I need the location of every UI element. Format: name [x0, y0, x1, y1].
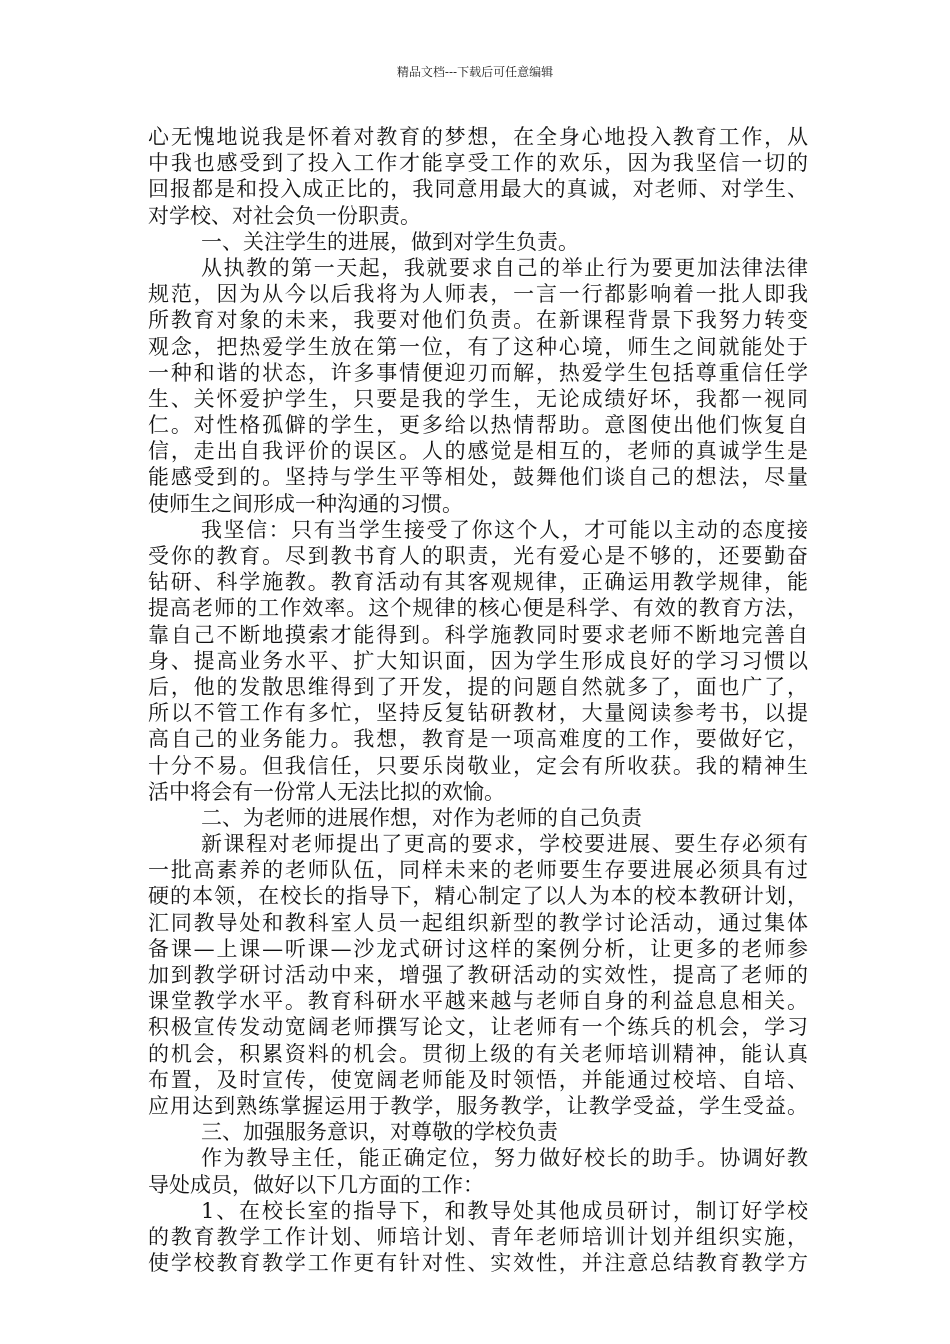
body-line: 一批高素养的老师队伍，同样未来的老师要生存要进展必须具有过	[148, 858, 808, 883]
body-line: 导处成员，做好以下几方面的工作：	[148, 1172, 484, 1197]
body-line: 仁。对性格孤僻的学生，更多给以热情帮助。意图使出他们恢复自	[148, 413, 808, 438]
body-line: 信，走出自我评价的误区。人的感觉是相互的，老师的真诚学生是	[148, 439, 808, 464]
body-line: 课堂教学水平。教育科研水平越来越与老师自身的利益息息相关。	[148, 989, 808, 1014]
body-line: 布置，及时宣传，使宽阔老师能及时领悟，并能通过校培、自培、	[148, 1067, 808, 1092]
body-line: 硬的本领，在校长的指导下，精心制定了以人为本的校本教研计划，	[148, 884, 808, 909]
body-line: 我坚信：只有当学生接受了你这个人，才可能以主动的态度接	[201, 517, 808, 542]
section-heading-1: 一、关注学生的进展，做到对学生负责。	[201, 229, 579, 254]
page-header: 精品文档---下载后可任意编辑	[396, 65, 554, 79]
body-line: 受你的教育。尽到教书育人的职责，光有爱心是不够的，还要勤奋	[148, 544, 808, 568]
body-line: 积极宣传发动宽阔老师撰写论文，让老师有一个练兵的机会，学习	[148, 1015, 808, 1040]
body-line: 钻研、科学施教。教育活动有其客观规律，正确运用教学规律，能	[148, 570, 808, 595]
body-line: 对学校、对社会负一份职责。	[148, 203, 421, 228]
body-line: 高自己的业务能力。我想，教育是一项高难度的工作，要做好它，	[148, 727, 808, 752]
body-line: 活中将会有一份常人无法比拟的欢愉。	[148, 779, 505, 804]
body-line: 身、提高业务水平、扩大知识面，因为学生形成良好的学习习惯以	[148, 648, 808, 673]
body-line: 的机会，积累资料的机会。贯彻上级的有关老师培训精神，能认真	[148, 1041, 808, 1066]
body-line: 备课—上课—听课—沙龙式研讨这样的案例分析，让更多的老师参	[148, 936, 808, 961]
body-line: 生、关怀爱护学生，只要是我的学生，无论成绩好坏，我都一视同	[148, 386, 808, 411]
body-line: 中我也感受到了投入工作才能享受工作的欢乐，因为我坚信一切的	[148, 151, 808, 176]
body-line: 作为教导主任，能正确定位，努力做好校长的助手。协调好教	[201, 1146, 808, 1171]
body-line: 提高老师的工作效率。这个规律的核心便是科学、有效的教育方法，	[148, 596, 808, 621]
list-item-1: 1、在校长室的指导下，和教导处其他成员研讨，制订好学校	[201, 1198, 808, 1223]
body-line: 所教育对象的未来，我要对他们负责。在新课程背景下我努力转变	[148, 308, 808, 333]
body-line: 汇同教导处和教科室人员一起组织新型的教学讨论活动，通过集体	[148, 910, 808, 935]
body-line: 使师生之间形成一种沟通的习惯。	[148, 491, 463, 516]
body-line: 十分不易。但我信任，只要乐岗敬业，定会有所收获。我的精神生	[148, 753, 808, 778]
body-line: 回报都是和投入成正比的，我同意用最大的真诚，对老师、对学生、	[148, 177, 808, 202]
section-heading-2: 二、为老师的进展作想，对作为老师的自己负责	[201, 805, 642, 830]
body-line: 一种和谐的状态，许多事情便迎刃而解，热爱学生包括尊重信任学	[148, 360, 808, 385]
body-line: 靠自己不断地摸索才能得到。科学施教同时要求老师不断地完善自	[148, 622, 808, 647]
body-line: 后，他的发散思维得到了开发，提的问题自然就多了，面也广了，	[148, 674, 808, 699]
body-line: 新课程对老师提出了更高的要求，学校要进展、要生存必须有	[201, 832, 808, 857]
body-line: 能感受到的。坚持与学生平等相处，鼓舞他们谈自己的想法，尽量	[148, 465, 808, 490]
document-body	[148, 124, 808, 1276]
body-line: 应用达到熟练掌握运用于教学，服务教学，让教学受益，学生受益。	[148, 1093, 808, 1118]
body-line: 使学校教育教学工作更有针对性、实效性，并注意总结教育教学方	[148, 1251, 808, 1276]
body-line: 规范，因为从今以后我将为人师表，一言一行都影响着一批人即我	[148, 282, 808, 307]
body-line: 心无愧地说我是怀着对教育的梦想，在全身心地投入教育工作，从	[148, 125, 808, 149]
body-line: 观念，把热爱学生放在第一位，有了这种心境，师生之间就能处于	[148, 334, 808, 359]
body-line: 加到教学研讨活动中来，增强了教研活动的实效性，提高了老师的	[148, 963, 808, 987]
body-line: 的教育教学工作计划、师培计划、青年老师培训计划并组织实施，	[148, 1224, 808, 1249]
section-heading-3: 三、加强服务意识，对尊敬的学校负责	[201, 1120, 558, 1145]
body-line: 从执教的第一天起，我就要求自己的举止行为要更加法律法律	[201, 255, 808, 280]
body-line: 所以不管工作有多忙，坚持反复钻研教材，大量阅读参考书，以提	[148, 701, 808, 726]
